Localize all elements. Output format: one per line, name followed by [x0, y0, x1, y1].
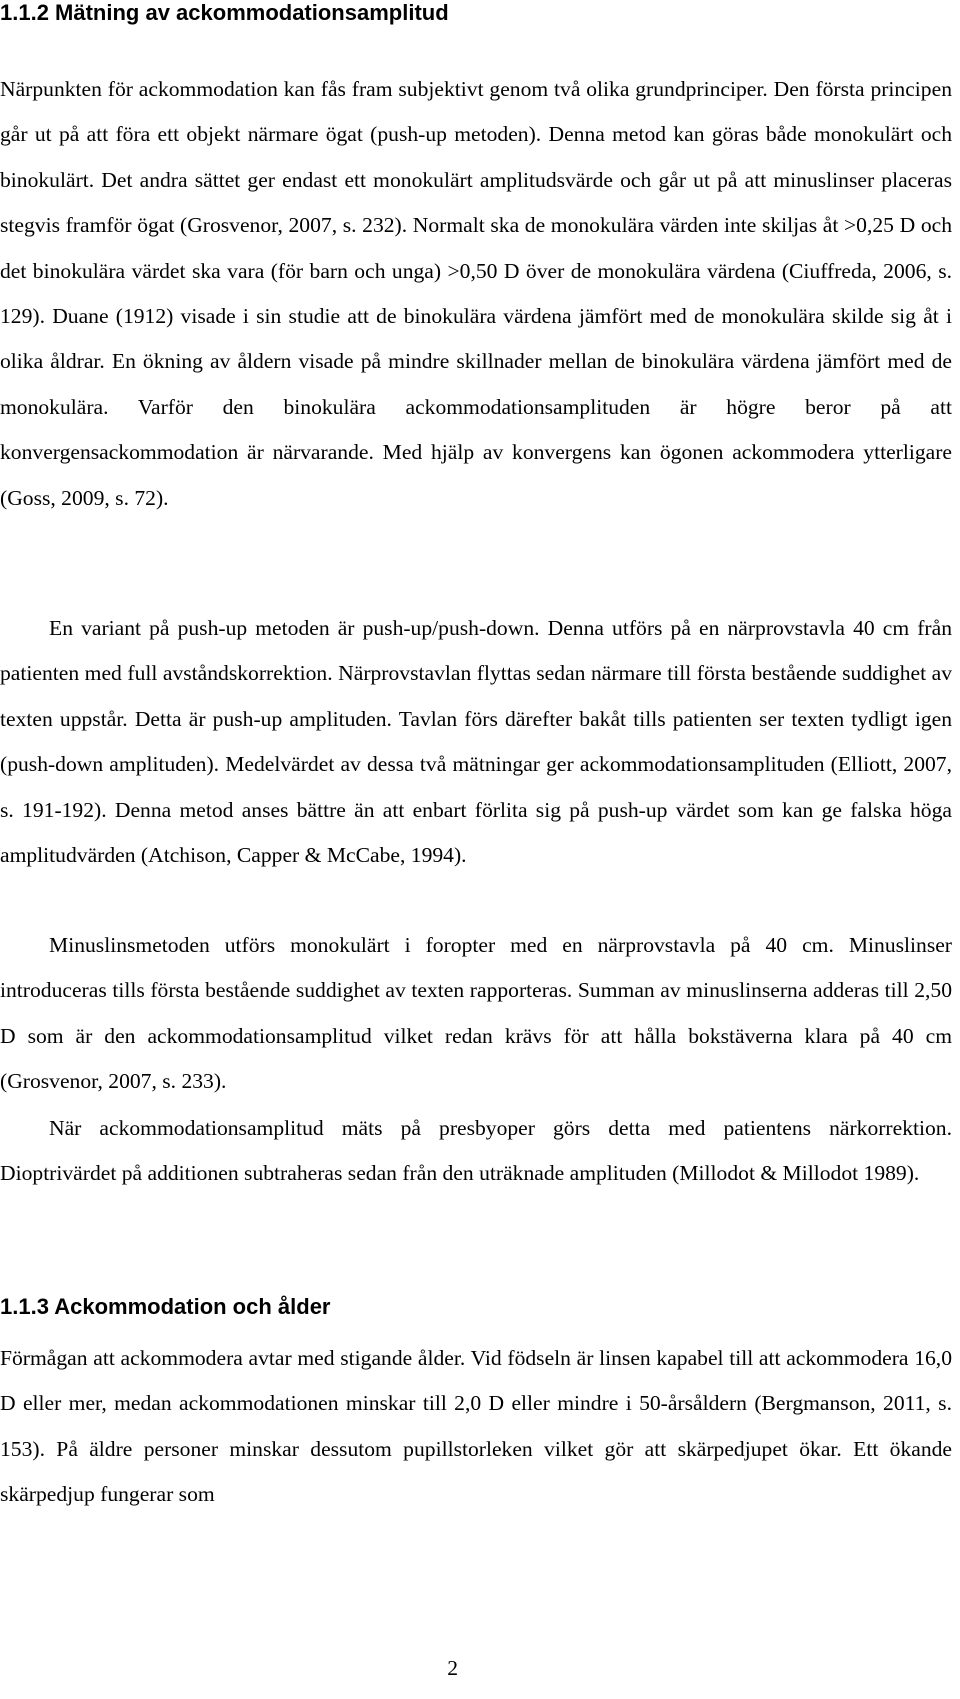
- paragraph-push-up-push-down: En variant på push-up metoden är push-up/push-down. Denna utförs på en närprovstavla 40 cm från patienten med full avståndskorrektion. Närprovstavlan flyttas sedan närmare till första bestående suddighet av texten uppstår. Detta är push-up amplituden. Tavlan förs därefter bakåt tills patienten ser texten tydligt igen (push-down amplituden). Medelvärdet av dessa två mätningar ger ackommodationsamplituden (Elliott, 2007, s. 191-192). Denna metod anses bättre än att enbart förlita sig på push-up värdet som kan ge falska höga amplitudvärden (Atchison, Capper & McCabe, 1994).: [0, 616, 952, 868]
- section-heading-mätning: 1.1.2 Mätning av ackommodationsamplitud: [0, 0, 449, 25]
- page-number: 2: [447, 1656, 458, 1680]
- paragraph-minuslinsmetoden: Minuslinsmetoden utförs monokulärt i foropter med en närprovstavla på 40 cm. Minuslinser introduceras tills första bestående suddighet av texten rapporteras. Summan av minuslinserna adderas till 2,50 D som är den ackommodationsamplitud vilket redan krävs för att hålla bokstäverna klara på 40 cm (Grosvenor, 2007, s. 233).: [0, 933, 952, 1094]
- paragraph-narpunkt: Närpunkten för ackommodation kan fås fram subjektivt genom två olika grundprinciper. Den första principen går ut på att föra ett objekt närmare ögat (push-up metoden). Denna metod kan göras både monokulärt och binokulärt. Det andra sättet ger endast ett monokulärt amplitudsvärde och går ut på att minuslinser placeras stegvis framför ögat (Grosvenor, 2007, s. 232). Normalt ska de monokulära värden inte skiljas åt >0,25 D och det binokulära värdet ska vara (för barn och unga) >0,50 D över de monokulära värdena (Ciuffreda, 2006, s. 129). Duane (1912) visade i sin studie att de binokulära värdena jämfört med de monokulära skilde sig åt i olika åldrar. En ökning av åldern visade på mindre skillnader mellan de binokulära värdena jämfört med de monokulära. Varför den binokulära ackommodationsamplituden är högre beror på att konvergensackommodation är närvarande. Med hjälp av konvergens kan ögonen ackommodera ytterligare (Goss, 2009, s. 72).: [0, 77, 952, 510]
- paragraph-presbyoper: När ackommodationsamplitud mäts på presbyoper görs detta med patientens närkorrektion. Dioptrivärdet på additionen subtraheras sedan från den uträknade amplituden (Millodot & Millodot 1989).: [0, 1116, 952, 1186]
- paragraph-formagan: Förmågan att ackommodera avtar med stigande ålder. Vid födseln är linsen kapabel till att ackommodera 16,0 D eller mer, medan ackommodationen minskar till 2,0 D eller mindre i 50-årsåldern (Bergmanson, 2011, s. 153). På äldre personer minskar dessutom pupillstorleken vilket gör att skärpedjupet ökar. Ett ökande skärpedjup fungerar som: [0, 1346, 952, 1507]
- section-heading-ackommodation-alder: 1.1.3 Ackommodation och ålder: [0, 1294, 331, 1319]
- page-number-container: [0, 1655, 952, 1681]
